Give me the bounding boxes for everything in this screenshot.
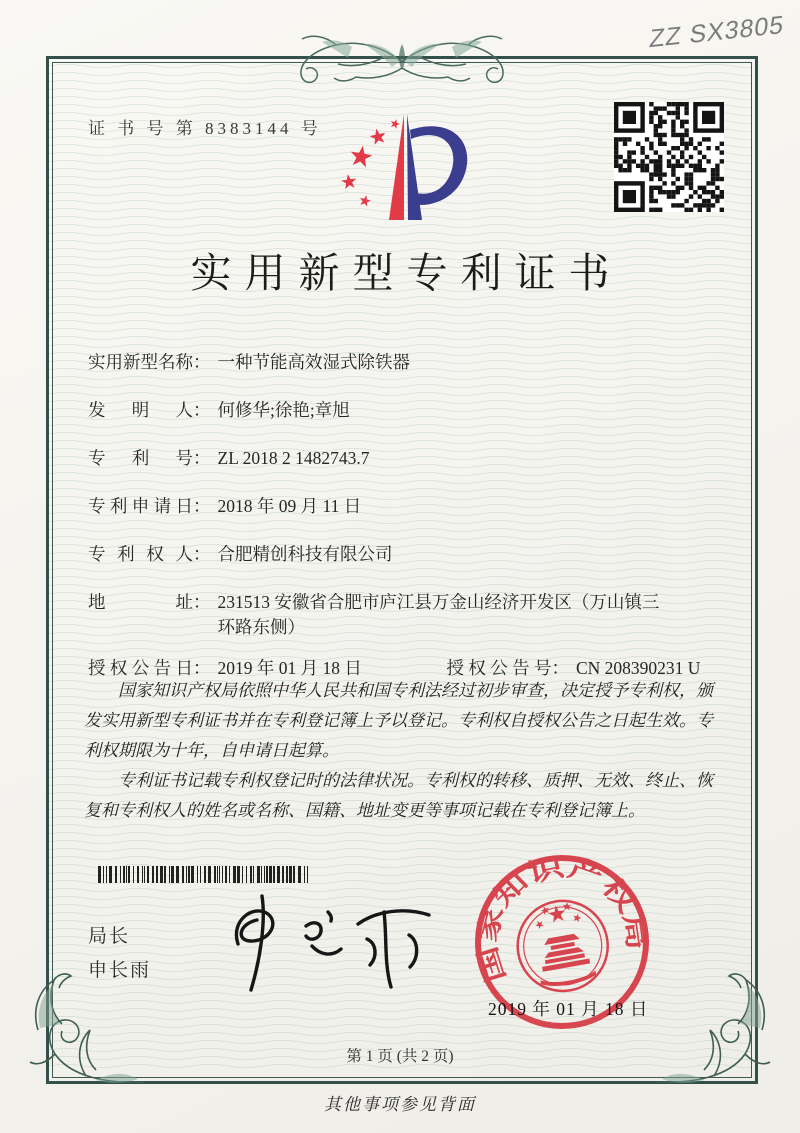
field-value: 何修华;徐艳;章旭	[217, 400, 350, 420]
field-label: 发明人	[88, 400, 193, 420]
field-row-name: 实用新型名称 ： 一种节能高效湿式除铁器	[88, 350, 712, 375]
field-row-patentee: 专利权人 ： 合肥精创科技有限公司	[88, 542, 712, 567]
qr-code	[614, 102, 724, 212]
field-label: 专利申请日	[88, 496, 193, 516]
field-row-filing-date: 专利申请日 ： 2018 年 09 月 11 日	[88, 494, 712, 519]
certificate-fields	[88, 350, 712, 704]
signer-block	[88, 920, 151, 988]
field-value: 231513 安徽省合肥市庐江县万金山经济开发区（万山镇三环路东侧）	[217, 592, 660, 637]
certificate-number: 证 书 号 第 8383144 号	[88, 119, 322, 138]
field-value: 合肥精创科技有限公司	[217, 544, 393, 564]
field-row-patent-no: 专利号 ： ZL 2018 2 1482743.7	[88, 446, 712, 471]
field-row-address: 地址 ： 231513 安徽省合肥市庐江县万金山经济开发区（万山镇三环路东侧）	[88, 590, 712, 640]
field-value: 2018 年 09 月 11 日	[217, 496, 362, 516]
handwritten-code: ZZ SX3805	[647, 10, 786, 54]
field-label: 地址	[88, 592, 193, 612]
legal-text	[84, 676, 720, 826]
seal-text: 国家知识产权局	[472, 853, 651, 986]
top-border-ornament	[252, 26, 552, 92]
seal-date: 2019 年 01 月 18 日	[488, 999, 649, 1019]
grant-no-value: CN 208390231 U	[576, 658, 701, 678]
field-value: 一种节能高效湿式除铁器	[217, 352, 410, 372]
field-label: 专利权人	[88, 544, 193, 564]
field-row-inventors: 发明人 ： 何修华;徐艳;章旭	[88, 398, 712, 423]
logo-spike-red	[389, 114, 404, 220]
field-label: 授权公告号	[446, 658, 552, 678]
back-side-note: 其他事项参见背面	[324, 1095, 476, 1114]
grant-date-value: 2019 年 01 月 18 日	[217, 658, 362, 678]
field-value: ZL 2018 2 1482743.7	[217, 448, 370, 468]
logo-stars	[340, 118, 401, 207]
logo-p-bowl	[410, 126, 467, 205]
field-label: 实用新型名称	[88, 352, 193, 372]
field-label: 授权公告日	[88, 658, 193, 678]
signer-title: 局长	[88, 926, 131, 947]
field-label: 专利号	[88, 448, 193, 468]
legal-paragraph: 国家知识产权局依照中华人民共和国专利法经过初步审查，决定授予专利权，颁发实用新型专利证书并在专利登记簿上予以登记。专利权自授权公告之日起生效。专利权期限为十年，自申请日起算。	[84, 681, 713, 760]
legal-paragraph: 专利证书记载专利权登记时的法律状况。专利权的转移、质押、无效、终止、恢复和专利权人的姓名或名称、国籍、地址变更等事项记载在专利登记簿上。	[84, 771, 713, 820]
signer-name: 申长雨	[88, 960, 152, 981]
cnipa-logo	[328, 106, 478, 234]
barcode	[98, 866, 310, 883]
field-row-grant: 授权公告日 ： 2019 年 01 月 18 日 授权公告号 ： CN 208390231 U	[88, 656, 712, 681]
seal-emblem	[511, 894, 615, 998]
corner-ornament-right	[646, 964, 776, 1094]
signature-handwriting	[208, 884, 448, 999]
certificate-title: 实用新型专利证书	[190, 250, 623, 296]
page-number: 第 1 页 (共 2 页)	[346, 1048, 454, 1065]
